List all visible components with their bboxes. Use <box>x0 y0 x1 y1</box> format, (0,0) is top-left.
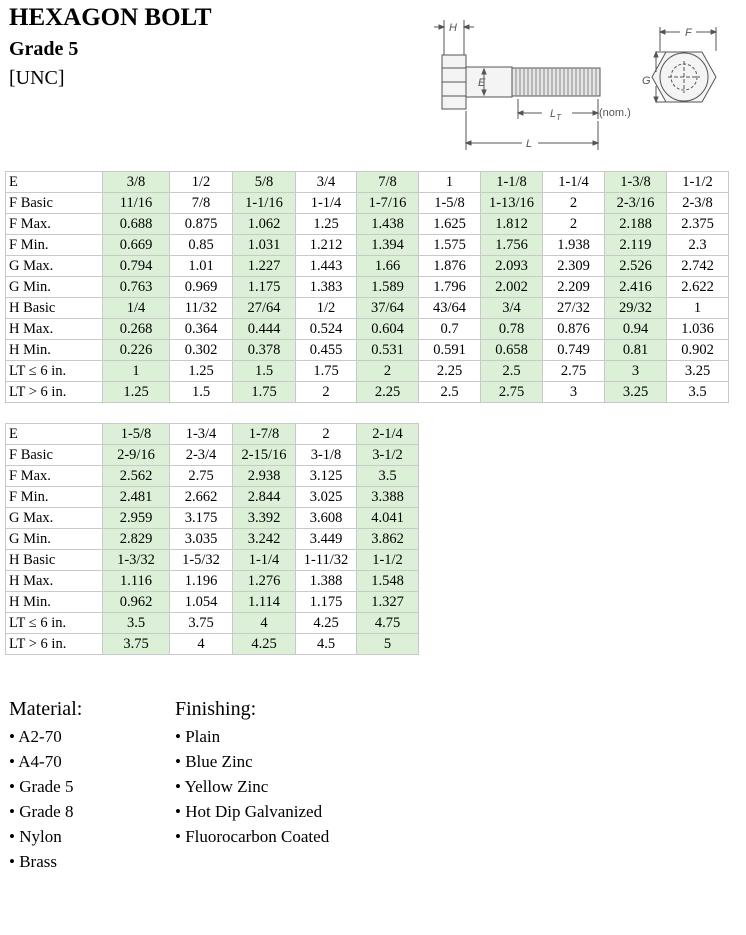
table-cell: 3.242 <box>233 529 296 550</box>
table-cell: 1.66 <box>357 256 419 277</box>
bolt-shank <box>466 67 600 97</box>
table-row <box>6 235 729 256</box>
table-cell: 1-7/16 <box>357 193 419 214</box>
table-cell: 1.383 <box>296 277 357 298</box>
table-cell: 2.844 <box>233 487 296 508</box>
table-cell: 2 <box>296 382 357 403</box>
list-item: • Brass <box>9 852 57 871</box>
table-cell: 1-1/8 <box>481 172 543 193</box>
list-item: • Grade 8 <box>9 802 74 821</box>
table-cell: 1.116 <box>103 571 170 592</box>
table-cell: 1.438 <box>357 214 419 235</box>
table-cell: 3.125 <box>296 466 357 487</box>
table-cell: 3/4 <box>481 298 543 319</box>
materials-list <box>9 696 82 874</box>
table-cell: 1.812 <box>481 214 543 235</box>
table-cell: 37/64 <box>357 298 419 319</box>
table-cell: 2 <box>543 214 605 235</box>
table-cell: 2.75 <box>170 466 233 487</box>
table-cell: 2-3/16 <box>605 193 667 214</box>
table-cell: 3.25 <box>667 361 729 382</box>
table-cell: 1 <box>103 361 170 382</box>
table-row <box>6 298 729 319</box>
table-cell: 2.416 <box>605 277 667 298</box>
table-cell: 3.392 <box>233 508 296 529</box>
h-dimension <box>434 20 474 60</box>
table-cell: 3 <box>543 382 605 403</box>
table-cell: 1.548 <box>357 571 419 592</box>
grade-subtitle: Grade 5 <box>9 38 79 60</box>
table-cell: 1-13/16 <box>481 193 543 214</box>
table-cell: 0.969 <box>170 277 233 298</box>
table-cell: 0.763 <box>103 277 170 298</box>
table-cell: 1-5/32 <box>170 550 233 571</box>
table-cell: 1.196 <box>170 571 233 592</box>
table-cell: 1.276 <box>233 571 296 592</box>
table-cell: 2-1/4 <box>357 424 419 445</box>
table-cell: 43/64 <box>419 298 481 319</box>
table-cell: 4.041 <box>357 508 419 529</box>
table-cell: 0.94 <box>605 319 667 340</box>
table-cell: 2.622 <box>667 277 729 298</box>
table-cell: 1 <box>667 298 729 319</box>
table-cell: 3.449 <box>296 529 357 550</box>
h-label: H <box>449 22 457 34</box>
table-cell: 0.226 <box>103 340 170 361</box>
table-cell: 2.3 <box>667 235 729 256</box>
table-cell: 3-1/8 <box>296 445 357 466</box>
table-cell: 2.25 <box>419 361 481 382</box>
row-label: G Min. <box>6 529 103 550</box>
table-cell: 1.75 <box>296 361 357 382</box>
table-row <box>6 256 729 277</box>
row-label: E <box>6 172 103 193</box>
table-cell: 0.378 <box>233 340 296 361</box>
table-cell: 1.031 <box>233 235 296 256</box>
table-cell: 1.062 <box>233 214 296 235</box>
table-cell: 0.688 <box>103 214 170 235</box>
table-cell: 3.5 <box>357 466 419 487</box>
table-row <box>6 550 419 571</box>
table-cell: 7/8 <box>357 172 419 193</box>
table-cell: 1.394 <box>357 235 419 256</box>
svg-text:LT <box>550 108 562 122</box>
table-cell: 2.119 <box>605 235 667 256</box>
table-cell: 1.054 <box>170 592 233 613</box>
table-cell: 1-3/4 <box>170 424 233 445</box>
table-cell: 1-1/2 <box>357 550 419 571</box>
table-cell: 2.481 <box>103 487 170 508</box>
table-row <box>6 277 729 298</box>
table-cell: 2-3/8 <box>667 193 729 214</box>
table-cell: 3.035 <box>170 529 233 550</box>
table-cell: 3.862 <box>357 529 419 550</box>
row-label: F Basic <box>6 445 103 466</box>
table-cell: 0.78 <box>481 319 543 340</box>
finishing-heading: Finishing: <box>175 698 257 720</box>
table-cell: 4.75 <box>357 613 419 634</box>
table-cell: 0.875 <box>170 214 233 235</box>
row-label: LT > 6 in. <box>6 382 103 403</box>
table-cell: 4.25 <box>296 613 357 634</box>
table-row <box>6 613 419 634</box>
table-cell: 1.796 <box>419 277 481 298</box>
row-label: H Min. <box>6 592 103 613</box>
row-label: E <box>6 424 103 445</box>
table-row <box>6 172 729 193</box>
table-cell: 2.75 <box>481 382 543 403</box>
row-label: H Min. <box>6 340 103 361</box>
row-label: F Min. <box>6 487 103 508</box>
page-title: HEXAGON BOLT <box>9 4 212 31</box>
table-cell: 2.959 <box>103 508 170 529</box>
table-cell: 1-3/8 <box>605 172 667 193</box>
dimensions-table-2 <box>5 423 419 655</box>
table-cell: 1/2 <box>170 172 233 193</box>
materials-heading: Material: <box>9 698 83 720</box>
table-cell: 1.443 <box>296 256 357 277</box>
table-cell: 1-5/8 <box>103 424 170 445</box>
table-row <box>6 445 419 466</box>
table-cell: 0.85 <box>170 235 233 256</box>
table-row <box>6 592 419 613</box>
table-cell: 2.309 <box>543 256 605 277</box>
table-cell: 2 <box>357 361 419 382</box>
table-cell: 3.5 <box>667 382 729 403</box>
table-cell: 0.531 <box>357 340 419 361</box>
table-cell: 0.669 <box>103 235 170 256</box>
list-item: • Fluorocarbon Coated <box>175 827 330 846</box>
row-label: F Max. <box>6 214 103 235</box>
row-label: H Max. <box>6 319 103 340</box>
thread-type: [UNC] <box>9 67 65 89</box>
table-cell: 2.662 <box>170 487 233 508</box>
table-cell: 3 <box>605 361 667 382</box>
table-cell: 2-15/16 <box>233 445 296 466</box>
table-row <box>6 487 419 508</box>
table-row <box>6 361 729 382</box>
table-cell: 29/32 <box>605 298 667 319</box>
table-cell: 1-1/16 <box>233 193 296 214</box>
table-cell: 27/64 <box>233 298 296 319</box>
row-label: F Min. <box>6 235 103 256</box>
table-cell: 27/32 <box>543 298 605 319</box>
table-cell: 1.212 <box>296 235 357 256</box>
list-item: • Grade 5 <box>9 777 74 796</box>
nom-label: (nom.) <box>599 107 631 119</box>
table-cell: 3/4 <box>296 172 357 193</box>
table-cell: 1.327 <box>357 592 419 613</box>
table-cell: 1.25 <box>170 361 233 382</box>
table-cell: 1-1/4 <box>233 550 296 571</box>
list-item: • Yellow Zinc <box>175 777 269 796</box>
table-cell: 3.025 <box>296 487 357 508</box>
lt-subscript: T <box>556 113 562 122</box>
table-cell: 2.562 <box>103 466 170 487</box>
table-cell: 7/8 <box>170 193 233 214</box>
table-cell: 3.75 <box>103 634 170 655</box>
table-cell: 1.25 <box>296 214 357 235</box>
table-row <box>6 634 419 655</box>
l-label: L <box>526 138 533 150</box>
table-cell: 1.938 <box>543 235 605 256</box>
table-cell: 2.829 <box>103 529 170 550</box>
table-cell: 1/4 <box>103 298 170 319</box>
table-cell: 5 <box>357 634 419 655</box>
table-cell: 0.7 <box>419 319 481 340</box>
table-cell: 1.25 <box>103 382 170 403</box>
row-label: LT > 6 in. <box>6 634 103 655</box>
table-cell: 2.5 <box>481 361 543 382</box>
table-cell: 1 <box>419 172 481 193</box>
table-cell: 0.455 <box>296 340 357 361</box>
table-cell: 0.591 <box>419 340 481 361</box>
table-row <box>6 193 729 214</box>
table-cell: 1-1/2 <box>667 172 729 193</box>
table-cell: 1-5/8 <box>419 193 481 214</box>
table-cell: 0.794 <box>103 256 170 277</box>
table-cell: 2.526 <box>605 256 667 277</box>
table-cell: 1-3/32 <box>103 550 170 571</box>
row-label: H Basic <box>6 298 103 319</box>
hex-end-view <box>652 52 716 102</box>
table-cell: 2.938 <box>233 466 296 487</box>
table-cell: 1.756 <box>481 235 543 256</box>
list-item: • Blue Zinc <box>175 752 253 771</box>
table-cell: 0.658 <box>481 340 543 361</box>
table-cell: 2.742 <box>667 256 729 277</box>
table-cell: 1.388 <box>296 571 357 592</box>
table-cell: 2.375 <box>667 214 729 235</box>
table-row <box>6 340 729 361</box>
table-cell: 0.902 <box>667 340 729 361</box>
table-cell: 3.75 <box>170 613 233 634</box>
dimensions-table-1 <box>5 171 729 403</box>
table-cell: 4.5 <box>296 634 357 655</box>
table-cell: 3.25 <box>605 382 667 403</box>
row-label: LT ≤ 6 in. <box>6 361 103 382</box>
table-cell: 1-7/8 <box>233 424 296 445</box>
table-cell: 3.608 <box>296 508 357 529</box>
table-cell: 2.209 <box>543 277 605 298</box>
table-cell: 1-1/4 <box>296 193 357 214</box>
table-cell: 1/2 <box>296 298 357 319</box>
f-label: F <box>685 27 692 39</box>
table-row <box>6 508 419 529</box>
row-label: H Max. <box>6 571 103 592</box>
e-label: E <box>478 77 486 89</box>
table-cell: 3-1/2 <box>357 445 419 466</box>
table-cell: 0.81 <box>605 340 667 361</box>
list-item: • Nylon <box>9 827 62 846</box>
table-row <box>6 319 729 340</box>
list-item: • A4-70 <box>9 752 62 771</box>
table-cell: 2-3/4 <box>170 445 233 466</box>
table-cell: 0.444 <box>233 319 296 340</box>
table-row <box>6 382 729 403</box>
table-cell: 4.25 <box>233 634 296 655</box>
table-cell: 3.175 <box>170 508 233 529</box>
table-cell: 5/8 <box>233 172 296 193</box>
l-dimension <box>466 111 598 150</box>
table-cell: 0.268 <box>103 319 170 340</box>
table-cell: 1.01 <box>170 256 233 277</box>
table-cell: 4 <box>170 634 233 655</box>
table-cell: 3.388 <box>357 487 419 508</box>
table-cell: 2 <box>543 193 605 214</box>
bolt-diagram <box>412 15 737 155</box>
table-cell: 1.589 <box>357 277 419 298</box>
table-row <box>6 571 419 592</box>
row-label: G Min. <box>6 277 103 298</box>
row-label: F Max. <box>6 466 103 487</box>
table-cell: 0.962 <box>103 592 170 613</box>
table-cell: 0.749 <box>543 340 605 361</box>
table-cell: 2.188 <box>605 214 667 235</box>
table-cell: 2 <box>296 424 357 445</box>
row-label: H Basic <box>6 550 103 571</box>
table-cell: 2.75 <box>543 361 605 382</box>
table-cell: 0.876 <box>543 319 605 340</box>
table-cell: 0.364 <box>170 319 233 340</box>
lt-dimension <box>518 99 631 122</box>
table-cell: 2-9/16 <box>103 445 170 466</box>
table-cell: 2.25 <box>357 382 419 403</box>
table-cell: 1.5 <box>233 361 296 382</box>
lt-label: L <box>550 108 557 120</box>
list-item: • A2-70 <box>9 727 62 746</box>
row-label: G Max. <box>6 508 103 529</box>
list-item: • Hot Dip Galvanized <box>175 802 323 821</box>
f-dimension <box>660 27 716 51</box>
table-row <box>6 466 419 487</box>
list-item: • Plain <box>175 727 221 746</box>
table-cell: 2.002 <box>481 277 543 298</box>
table-row <box>6 424 419 445</box>
table-cell: 1-1/4 <box>543 172 605 193</box>
row-label: F Basic <box>6 193 103 214</box>
table-cell: 3.5 <box>103 613 170 634</box>
table-cell: 1.575 <box>419 235 481 256</box>
table-cell: 1.036 <box>667 319 729 340</box>
table-cell: 0.524 <box>296 319 357 340</box>
table-cell: 1-11/32 <box>296 550 357 571</box>
table-cell: 1.876 <box>419 256 481 277</box>
table-cell: 1.75 <box>233 382 296 403</box>
row-label: LT ≤ 6 in. <box>6 613 103 634</box>
table-cell: 11/16 <box>103 193 170 214</box>
g-label: G <box>642 75 651 87</box>
table-cell: 0.302 <box>170 340 233 361</box>
table-cell: 1.175 <box>233 277 296 298</box>
table-cell: 2.5 <box>419 382 481 403</box>
table-cell: 0.604 <box>357 319 419 340</box>
table-cell: 1.625 <box>419 214 481 235</box>
table-cell: 4 <box>233 613 296 634</box>
table-cell: 11/32 <box>170 298 233 319</box>
table-row <box>6 214 729 235</box>
bolt-head <box>442 55 466 109</box>
row-label: G Max. <box>6 256 103 277</box>
table-cell: 1.227 <box>233 256 296 277</box>
table-cell: 1.5 <box>170 382 233 403</box>
table-cell: 1.175 <box>296 592 357 613</box>
table-cell: 2.093 <box>481 256 543 277</box>
table-cell: 3/8 <box>103 172 170 193</box>
table-cell: 1.114 <box>233 592 296 613</box>
finishing-list <box>175 696 329 849</box>
table-row <box>6 529 419 550</box>
